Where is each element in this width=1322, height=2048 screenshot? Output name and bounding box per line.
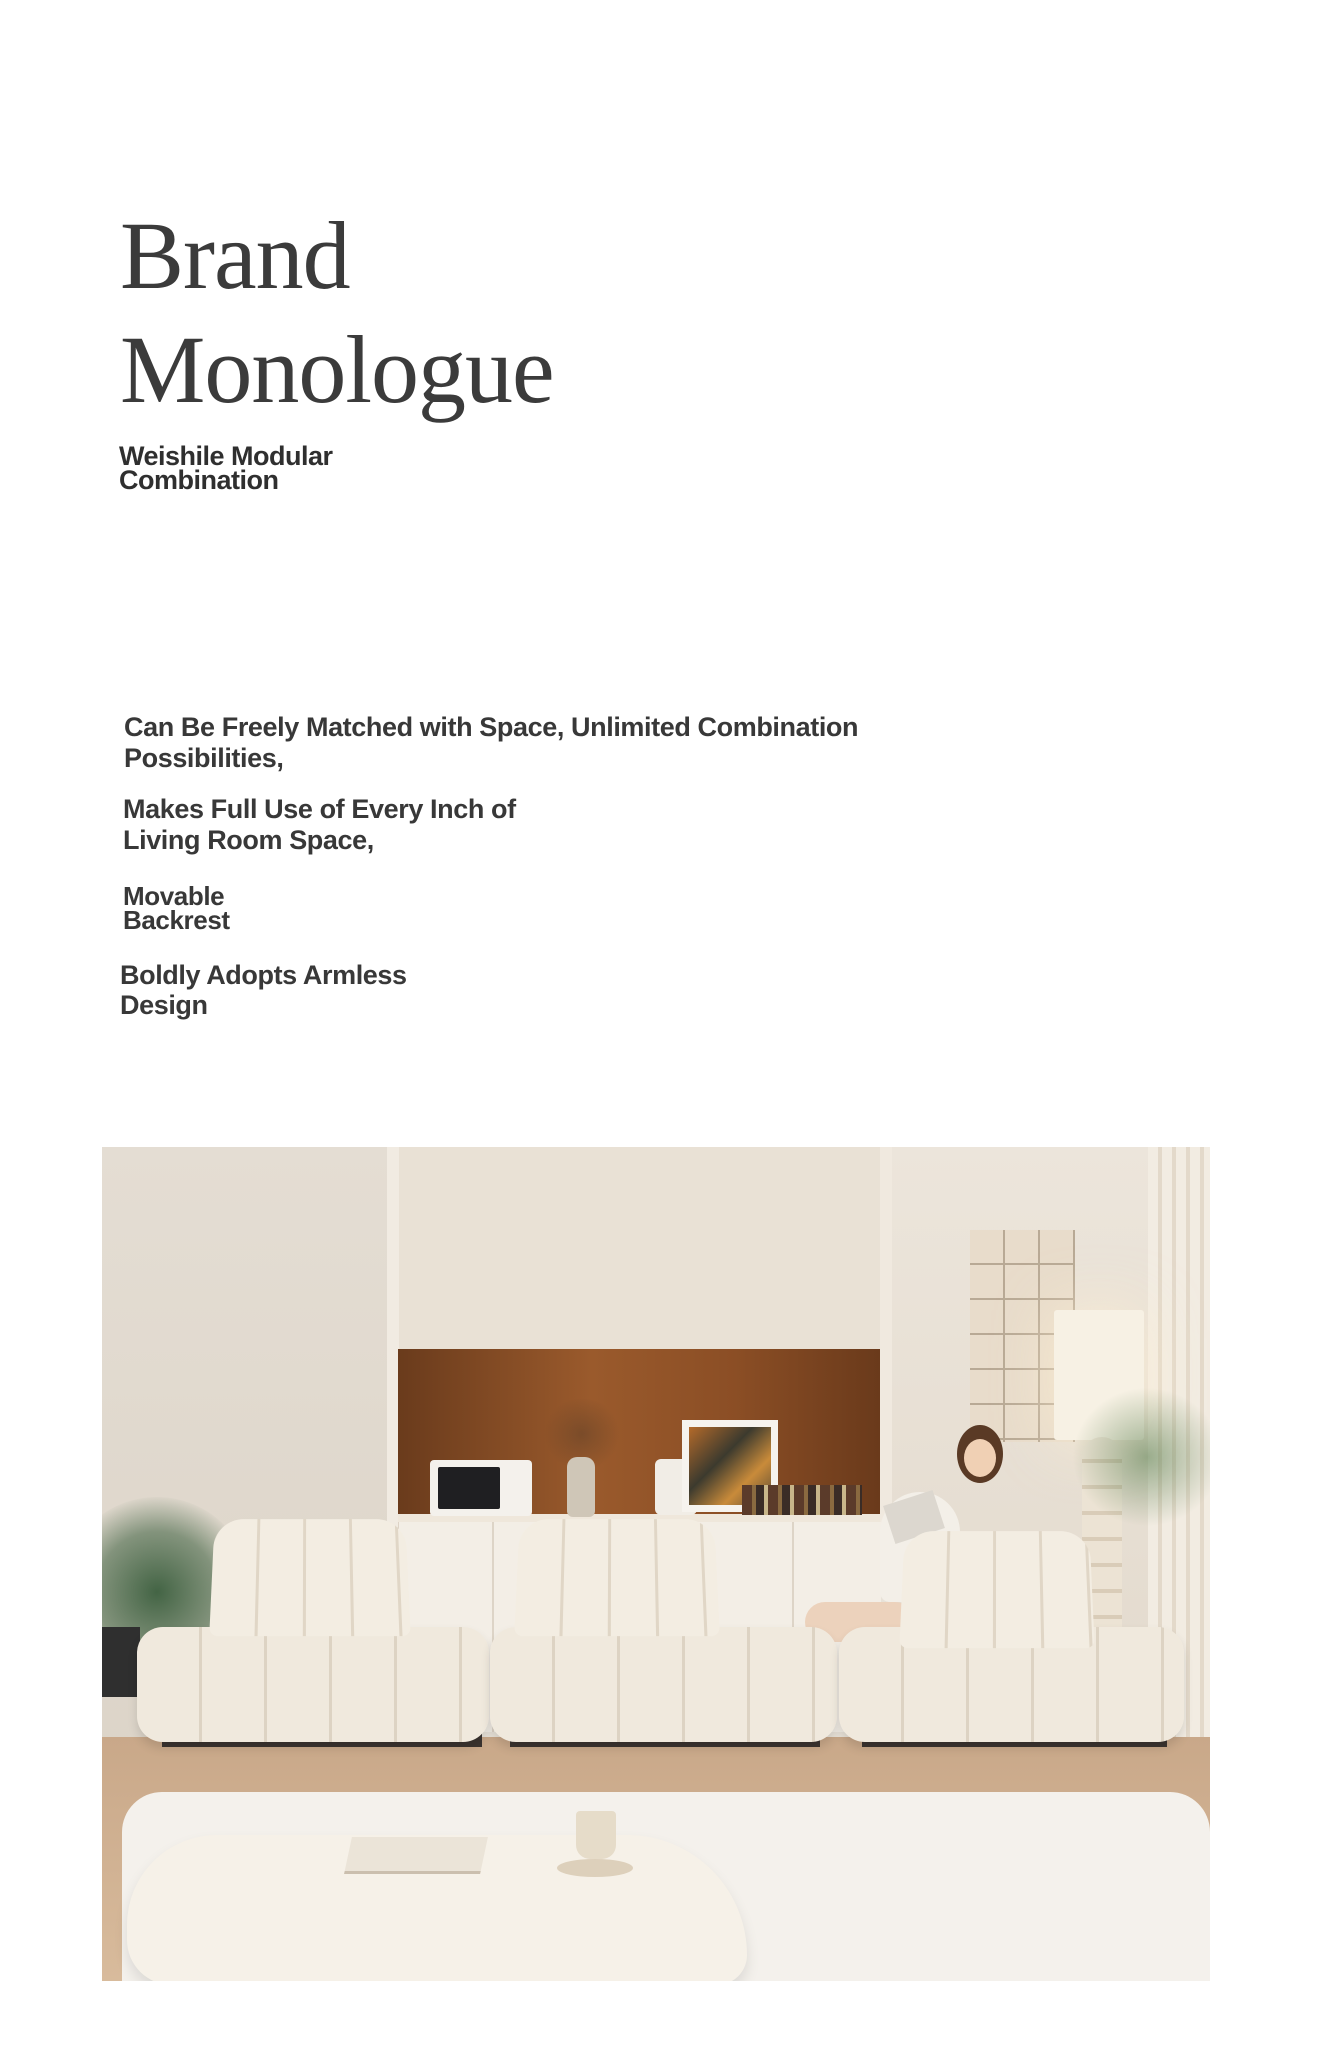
subtitle-line-2: Combination (119, 465, 279, 495)
feature-line: Movable (123, 881, 225, 911)
product-subtitle (119, 441, 419, 495)
feature-free-matching (124, 712, 924, 774)
sofa-backrest (899, 1531, 1094, 1648)
sofa-backrest (514, 1519, 720, 1636)
wall-edge (880, 1147, 892, 1527)
headline-monologue: Monologue (120, 316, 554, 423)
sofa-backrest (209, 1519, 411, 1636)
bottles (742, 1485, 862, 1515)
product-photo-living-room (102, 1147, 1210, 1981)
feature-line: Backrest (123, 905, 230, 935)
feature-line: Makes Full Use of Every Inch of (123, 794, 516, 824)
vase (567, 1457, 595, 1517)
feature-armless-design (120, 960, 540, 1020)
sofa-module-seat (137, 1627, 489, 1742)
open-book (344, 1837, 488, 1874)
microwave-door (438, 1467, 500, 1509)
feature-line: Can Be Freely Matched with Space, Unlimited Combination (124, 712, 859, 742)
wall (392, 1147, 887, 1357)
plant-pot (102, 1627, 140, 1697)
feature-line: Design (120, 990, 208, 1020)
palm-plant (1072, 1387, 1210, 1527)
cup (576, 1811, 616, 1859)
feature-line: Living Room Space, (123, 825, 374, 855)
feature-movable-backrest (123, 881, 423, 935)
person-face (964, 1439, 996, 1477)
sofa-module-seat (490, 1627, 837, 1742)
feature-line: Boldly Adopts Armless (120, 960, 407, 990)
subtitle-line-1: Weishile Modular (119, 441, 333, 471)
feature-space-usage (123, 794, 623, 856)
feature-line: Possibilities, (124, 743, 284, 773)
saucer (557, 1859, 633, 1877)
headline-brand: Brand (120, 202, 350, 309)
